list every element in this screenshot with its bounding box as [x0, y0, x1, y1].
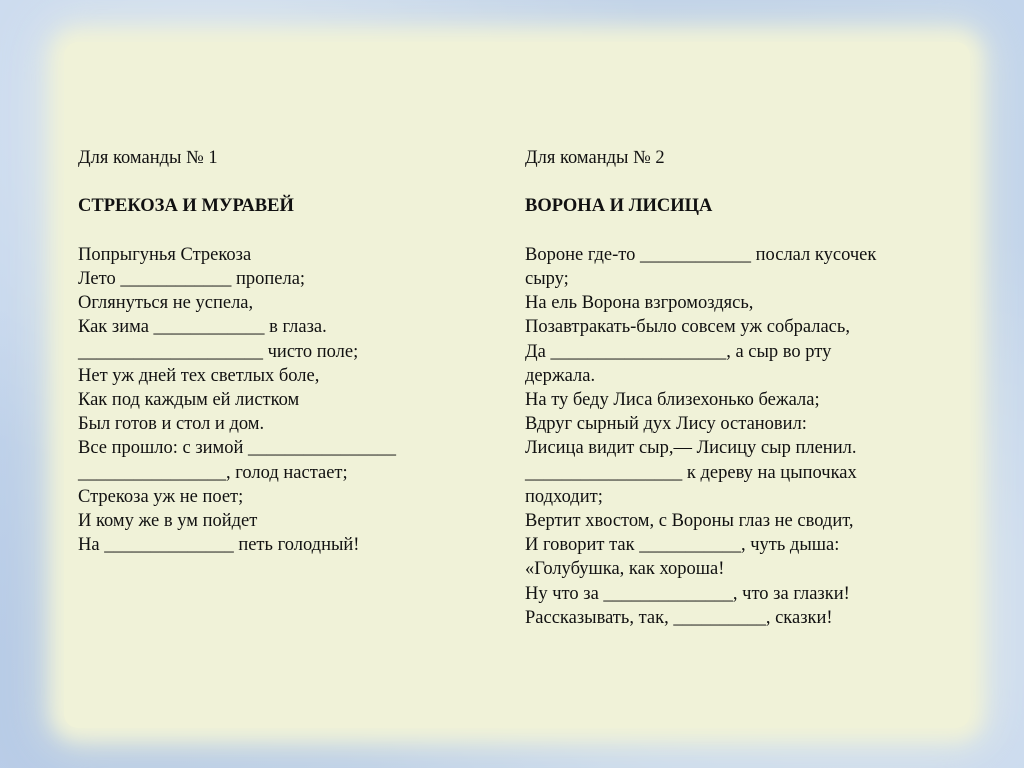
spacer	[78, 219, 498, 243]
poem-line: Вороне где-то ____________ послал кусочек	[525, 244, 877, 265]
poem-line: подходит;	[525, 486, 603, 507]
poem-line: Попрыгунья Стрекоза	[78, 244, 252, 265]
poem-line: На ______________ петь голодный!	[78, 535, 360, 556]
poem-line: И говорит так ___________, чуть дыша:	[525, 535, 840, 556]
poem-line: Лисица видит сыр,— Лисицу сыр пленил.	[525, 438, 857, 459]
poem-line: держала.	[525, 365, 596, 386]
poem-line: ____________________ чисто поле;	[78, 341, 359, 362]
poem-line: Ну что за ______________, что за глазки!	[525, 583, 850, 604]
poem-line: Позавтракать-было совсем уж собралась,	[525, 317, 850, 338]
team2-title: ВОРОНА И ЛИСИЦА	[525, 196, 713, 217]
team2-header: Для команды № 2	[525, 148, 665, 168]
poem-line: И кому же в ум пойдет	[78, 511, 258, 532]
poem-line: Был готов и стол и дом.	[78, 414, 265, 435]
poem-line: Вдруг сырный дух Лису остановил:	[525, 414, 807, 435]
poem-line: ________________, голод настает;	[78, 462, 348, 483]
spacer	[525, 219, 965, 243]
poem-line: Лето ____________ пропела;	[78, 268, 306, 289]
poem-line: Как под каждым ей листком	[78, 390, 300, 410]
poem-line: Стрекоза уж не поет;	[78, 486, 244, 507]
poem-line: Да ___________________, а сыр во рту	[525, 341, 832, 362]
poem-line: Нет уж дней тех светлых боле,	[78, 365, 320, 386]
poem-line: На ту беду Лиса близехонько бежала;	[525, 390, 820, 410]
team2-column	[525, 146, 965, 630]
poem-line: Рассказывать, так, __________, сказки!	[525, 607, 833, 628]
poem-line: Все прошло: с зимой ________________	[78, 438, 397, 459]
spacer	[525, 170, 965, 194]
team1-column	[78, 146, 498, 557]
poem-line: _________________ к дереву на цыпочках	[525, 462, 857, 483]
poem-line: Как зима ____________ в глаза.	[78, 317, 327, 338]
team1-title: СТРЕКОЗА И МУРАВЕЙ	[78, 196, 294, 217]
poem-line: «Голубушка, как хороша!	[525, 559, 725, 580]
spacer	[78, 170, 498, 194]
team1-header: Для команды № 1	[78, 148, 218, 168]
poem-line: Вертит хвостом, с Вороны глаз не сводит,	[525, 511, 854, 532]
poem-line: сыру;	[525, 268, 569, 289]
poem-line: На ель Ворона взгромоздясь,	[525, 293, 754, 314]
poem-line: Оглянуться не успела,	[78, 293, 254, 314]
